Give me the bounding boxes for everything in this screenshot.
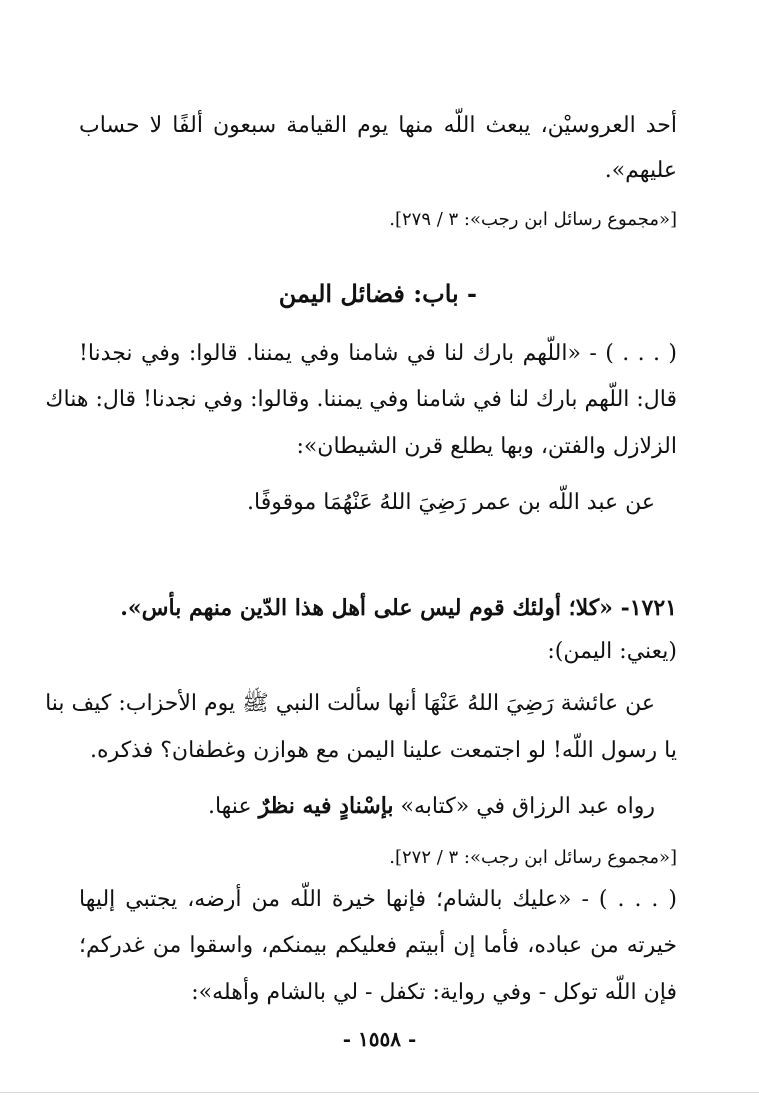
- hadith-grading: [208, 790, 655, 823]
- hadith-source: يا رسول اللّه! لو اجتمعت علينا اليمن مع هوازن وغطفان؟ فذكره.: [90, 738, 677, 763]
- hadith-text-line: (يعني: اليمن):: [547, 639, 677, 664]
- section-heading: - باب: فضائل اليمن: [278, 279, 477, 308]
- hadith-text-line: ( . . . ) - «عليك بالشام؛ فإنها خيرة اللّه من أرضه، يجتبي إليها: [79, 887, 677, 912]
- reference-note: [«مجموع رسائل ابن رجب»: ٣ / ٢٧٩].: [389, 209, 677, 230]
- reference-note: [«مجموع رسائل ابن رجب»: ٣ / ٢٧٢].: [389, 847, 677, 868]
- page-number: - ١٥٥٨ -: [342, 1027, 417, 1051]
- paragraph-line: أحد العروسيْن، يبعث اللّه منها يوم القيامة سبعون ألفًا لا حساب: [79, 113, 677, 138]
- hadith-text-line: الزلازل والفتن، وبها يطلع قرن الشيطان»:: [296, 434, 677, 459]
- hadith-text-line: قال: اللّهم بارك لنا في شامنا وفي يمننا. وقالوا: وفي نجدنا! قال: هناك: [45, 387, 677, 412]
- grading-emphasis: بإسْنادٍ فيه نظرٌ: [258, 793, 394, 819]
- hadith-text-line: خيرته من عباده، فأما إن أبيتم فعليكم بيمنكم، واسقوا من غدركم؛: [79, 933, 677, 958]
- paragraph-line: عليهم».: [604, 158, 677, 183]
- hadith-text-line: فإن اللّه توكل - وفي رواية: تكفل - لي بالشام وأهله»:: [191, 980, 677, 1005]
- grading-text: رواه عبد الرزاق في «كتابه»: [393, 794, 655, 819]
- grading-text: عنها.: [207, 794, 259, 819]
- hadith-text-line: ( . . . ) - «اللّهم بارك لنا في شامنا وفي يمننا. قالوا: وفي نجدنا!: [79, 341, 677, 366]
- hadith-source: عن عائشة رَضِيَ اللهُ عَنْهَا أنها سألت النبي ﷺ يوم الأحزاب: كيف بنا: [45, 691, 655, 716]
- hadith-text-line: ١٧٢١- «كلا؛ أولئك قوم ليس على أهل هذا الدّين منهم بأس».: [120, 595, 677, 621]
- page-edge: [0, 1092, 759, 1093]
- hadith-source: عن عبد اللّه بن عمر رَضِيَ اللهُ عَنْهُمَا موقوفًا.: [247, 490, 655, 515]
